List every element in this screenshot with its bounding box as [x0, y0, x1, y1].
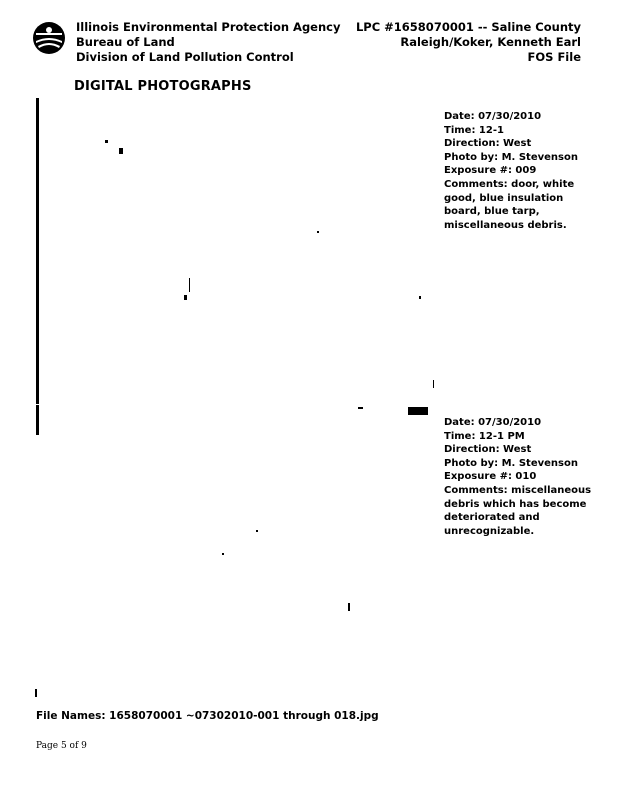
photo-date: Date: 07/30/2010 — [444, 417, 542, 428]
site-id: LPC #1658070001 -- Saline County — [355, 20, 581, 34]
photo-artifact — [419, 296, 421, 299]
photo-artifact — [119, 148, 123, 154]
photo-artifact — [433, 380, 434, 388]
photo-artifact — [348, 603, 350, 611]
photo-2-details — [444, 416, 599, 538]
photo-time: Time: 12-1 PM — [444, 430, 525, 442]
agency-block — [76, 20, 340, 65]
photo-date: Date: 07/30/2010 — [444, 111, 542, 122]
page-title: DIGITAL PHOTOGRAPHS — [74, 79, 252, 94]
photo-2 — [36, 405, 434, 695]
site-owner: Raleigh/Koker, Kenneth Earl — [400, 35, 581, 49]
photo-artifact — [408, 407, 428, 415]
photo-direction: Direction: West — [444, 444, 532, 456]
photo-edge — [36, 405, 39, 435]
photo-artifact — [256, 530, 258, 532]
photo-artifact — [317, 231, 319, 233]
photo-1 — [36, 98, 437, 404]
photo-direction: Direction: West — [444, 138, 532, 150]
photo-artifact — [184, 295, 187, 300]
agency-name: Illinois Environmental Protection Agency — [76, 20, 341, 34]
photo-photographer: Photo by: M. Stevenson — [444, 151, 578, 163]
photo-photographer: Photo by: M. Stevenson — [444, 457, 578, 469]
bureau-name: Bureau of Land — [76, 35, 175, 49]
photo-exposure: Exposure #: 010 — [444, 471, 537, 483]
file-type: FOS File — [527, 50, 581, 64]
page-number: Page 5 of 9 — [36, 741, 87, 751]
illinois-epa-logo — [32, 21, 66, 55]
photo-artifact — [222, 553, 224, 555]
photo-artifact — [35, 689, 37, 697]
photo-time: Time: 12-1 — [444, 124, 504, 136]
photo-artifact — [189, 278, 190, 292]
photo-artifact — [358, 407, 363, 409]
site-block — [356, 20, 581, 65]
division-name: Division of Land Pollution Control — [76, 50, 294, 64]
photo-comments: Comments: miscellaneous debris which has become deteriorated and unrecognizable. — [444, 484, 592, 537]
photo-comments: Comments: door, white good, blue insulation board, blue tarp, miscellaneous debris. — [444, 178, 575, 231]
file-names: File Names: 1658070001 ~07302010-001 through 018.jpg — [36, 710, 379, 722]
photo-exposure: Exposure #: 009 — [444, 165, 537, 177]
photo-artifact — [105, 140, 108, 143]
photo-1-details — [444, 110, 599, 232]
